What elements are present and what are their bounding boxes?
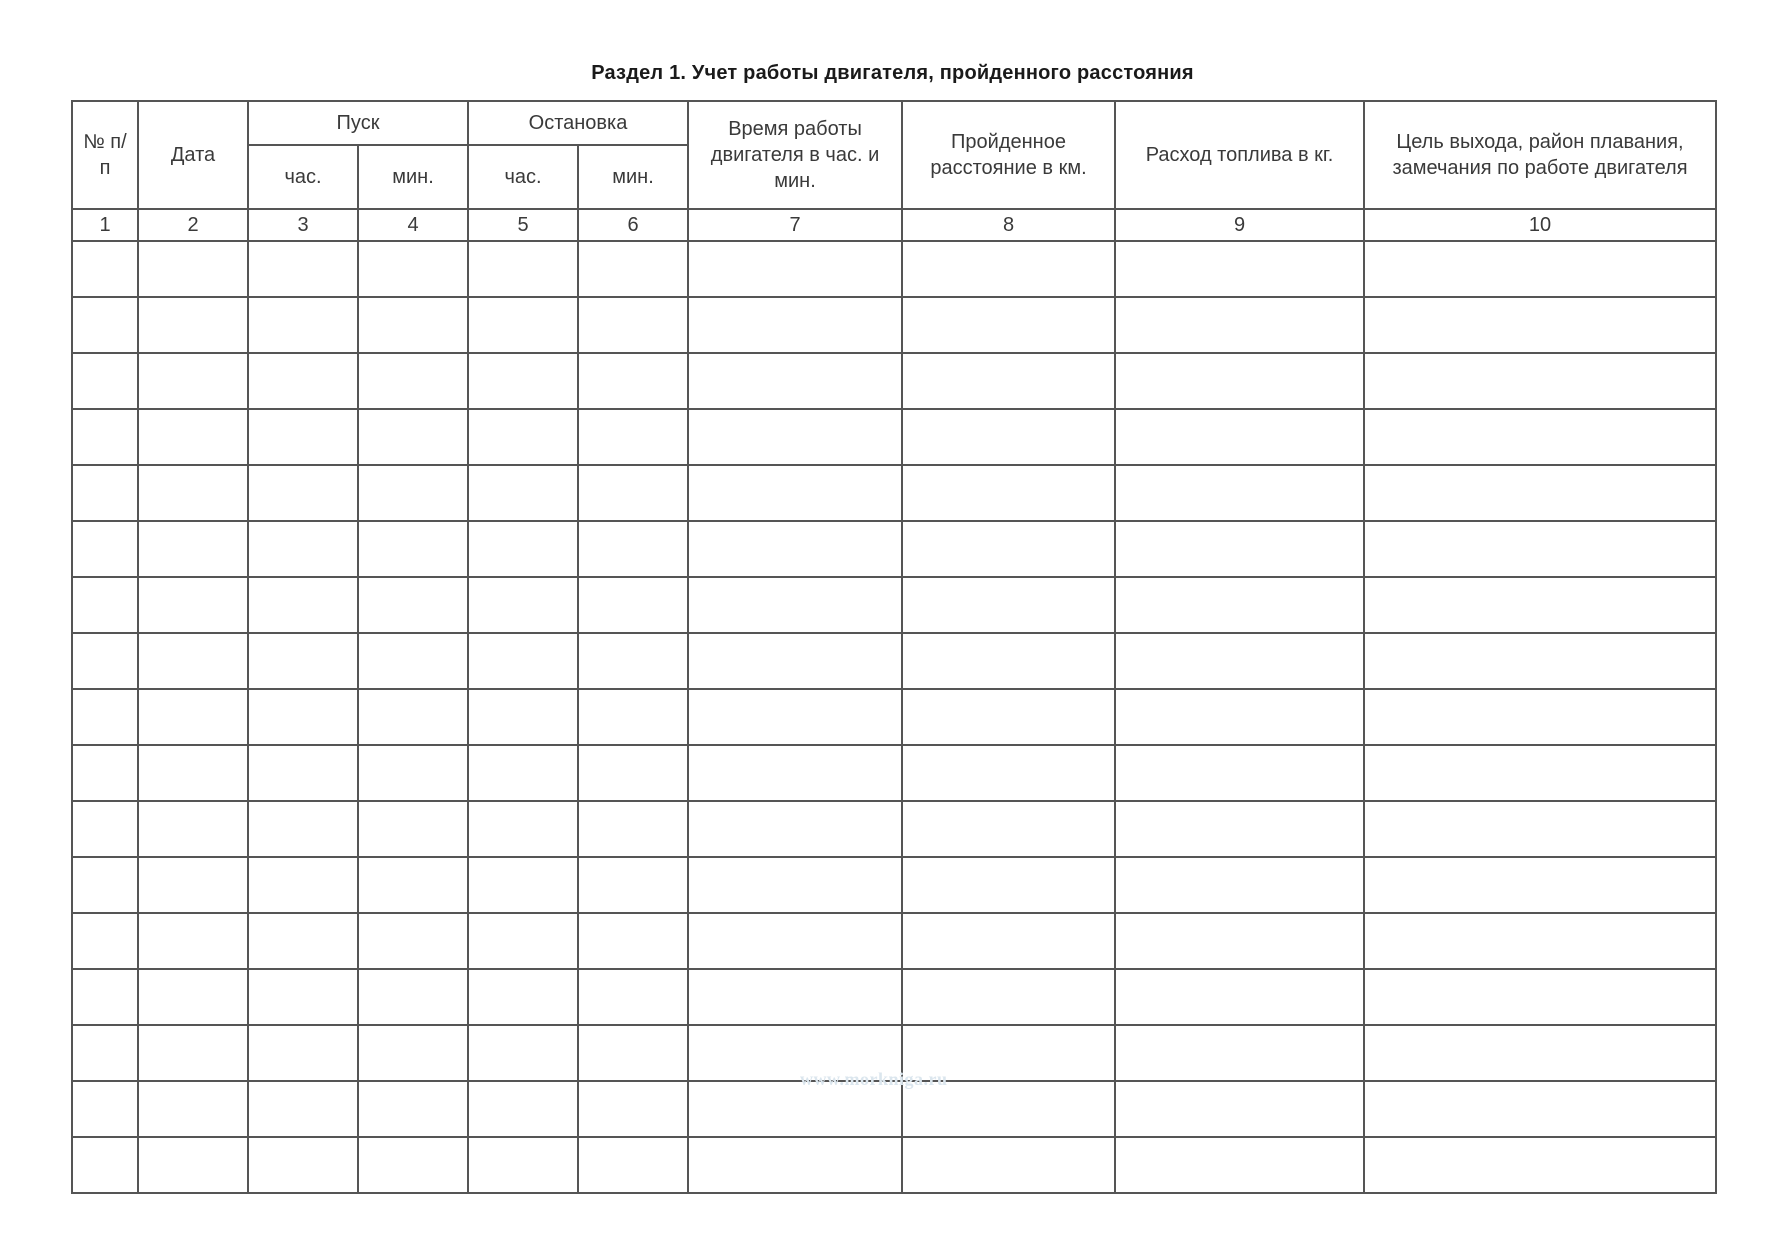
- table-cell[interactable]: [72, 745, 138, 801]
- table-cell[interactable]: [688, 1137, 902, 1193]
- table-cell[interactable]: [248, 297, 358, 353]
- table-cell[interactable]: [468, 353, 578, 409]
- table-cell[interactable]: [1115, 689, 1364, 745]
- header-stop-minutes: мин.: [578, 145, 688, 209]
- table-cell[interactable]: [72, 1137, 138, 1193]
- table-cell[interactable]: [578, 969, 688, 1025]
- table-cell[interactable]: [578, 689, 688, 745]
- column-number: 5: [468, 209, 578, 241]
- table-cell[interactable]: [138, 1081, 248, 1137]
- column-number: 8: [902, 209, 1115, 241]
- table-cell[interactable]: [358, 689, 468, 745]
- table-cell[interactable]: [358, 521, 468, 577]
- table-cell[interactable]: [248, 913, 358, 969]
- table-cell[interactable]: [1115, 409, 1364, 465]
- table-cell[interactable]: [468, 969, 578, 1025]
- table-cell[interactable]: [1364, 521, 1716, 577]
- table-cell[interactable]: [1115, 353, 1364, 409]
- table-cell[interactable]: [578, 353, 688, 409]
- table-cell[interactable]: [468, 689, 578, 745]
- table-cell[interactable]: [902, 801, 1115, 857]
- table-row: [72, 913, 1716, 969]
- table-cell[interactable]: [358, 241, 468, 297]
- engine-log-table: [71, 100, 1717, 1194]
- header-distance: Пройденное расстояние в км.: [902, 101, 1115, 209]
- table-cell[interactable]: [468, 409, 578, 465]
- table-cell[interactable]: [1364, 969, 1716, 1025]
- table-cell[interactable]: [72, 1081, 138, 1137]
- table-row: [72, 689, 1716, 745]
- table-cell[interactable]: [688, 297, 902, 353]
- table-cell[interactable]: [138, 1025, 248, 1081]
- table-cell[interactable]: [248, 1137, 358, 1193]
- table-cell[interactable]: [1115, 633, 1364, 689]
- table-cell[interactable]: [902, 913, 1115, 969]
- table-cell[interactable]: [72, 913, 138, 969]
- table-cell[interactable]: [688, 857, 902, 913]
- column-number: 10: [1364, 209, 1716, 241]
- table-cell[interactable]: [902, 297, 1115, 353]
- table-cell[interactable]: [358, 297, 468, 353]
- table-cell[interactable]: [248, 409, 358, 465]
- table-cell[interactable]: [138, 857, 248, 913]
- table-cell[interactable]: [1364, 577, 1716, 633]
- table-row: [72, 857, 1716, 913]
- table-cell[interactable]: [358, 969, 468, 1025]
- table-cell[interactable]: [468, 745, 578, 801]
- table-cell[interactable]: [1364, 689, 1716, 745]
- table-cell[interactable]: [138, 409, 248, 465]
- table-cell[interactable]: [578, 1081, 688, 1137]
- watermark: www.morkniga.ru: [800, 1069, 948, 1089]
- table-cell[interactable]: [358, 465, 468, 521]
- table-cell[interactable]: [72, 1025, 138, 1081]
- table-cell[interactable]: [138, 465, 248, 521]
- table-cell[interactable]: [138, 577, 248, 633]
- table-cell[interactable]: [578, 409, 688, 465]
- table-cell[interactable]: [1364, 633, 1716, 689]
- table-cell[interactable]: [688, 465, 902, 521]
- table-cell[interactable]: [1115, 745, 1364, 801]
- header-no: № п/п: [72, 101, 138, 209]
- table-cell[interactable]: [72, 857, 138, 913]
- table-cell[interactable]: [248, 1081, 358, 1137]
- table-cell[interactable]: [688, 409, 902, 465]
- header-stop-hours: час.: [468, 145, 578, 209]
- table-cell[interactable]: [1115, 1025, 1364, 1081]
- table-cell[interactable]: [1115, 1137, 1364, 1193]
- table-cell[interactable]: [358, 857, 468, 913]
- table-cell[interactable]: [358, 1025, 468, 1081]
- table-cell[interactable]: [688, 521, 902, 577]
- table-row: [72, 521, 1716, 577]
- table-cell[interactable]: [358, 577, 468, 633]
- column-number-row: [72, 209, 1716, 241]
- table-cell[interactable]: [1115, 969, 1364, 1025]
- table-cell[interactable]: [688, 577, 902, 633]
- column-number: 2: [138, 209, 248, 241]
- table-cell[interactable]: [248, 1025, 358, 1081]
- table-cell[interactable]: [138, 745, 248, 801]
- table-cell[interactable]: [1115, 1081, 1364, 1137]
- table-cell[interactable]: [1364, 241, 1716, 297]
- header-purpose: Цель выхода, район плавания, замечания по работе двигателя: [1364, 101, 1716, 209]
- table-cell[interactable]: [248, 801, 358, 857]
- table-cell[interactable]: [1364, 745, 1716, 801]
- table-cell[interactable]: [902, 689, 1115, 745]
- table-cell[interactable]: [248, 521, 358, 577]
- table-cell[interactable]: [902, 521, 1115, 577]
- table-cell[interactable]: [138, 969, 248, 1025]
- header-runtime: Время работы двигателя в час. и мин.: [688, 101, 902, 209]
- table-row: [72, 465, 1716, 521]
- table-cell[interactable]: [902, 633, 1115, 689]
- table-cell[interactable]: [1115, 521, 1364, 577]
- table-row: [72, 577, 1716, 633]
- table-cell[interactable]: [902, 969, 1115, 1025]
- table-cell[interactable]: [468, 241, 578, 297]
- table-row: [72, 801, 1716, 857]
- table-cell[interactable]: [72, 465, 138, 521]
- table-cell[interactable]: [138, 1137, 248, 1193]
- table-cell[interactable]: [468, 521, 578, 577]
- table-cell[interactable]: [1115, 801, 1364, 857]
- table-cell[interactable]: [578, 745, 688, 801]
- column-number: 6: [578, 209, 688, 241]
- table-cell[interactable]: [72, 689, 138, 745]
- table-cell[interactable]: [468, 913, 578, 969]
- table-cell[interactable]: [72, 577, 138, 633]
- table-cell[interactable]: [358, 633, 468, 689]
- table-cell[interactable]: [248, 465, 358, 521]
- table-cell[interactable]: [72, 633, 138, 689]
- header-date: Дата: [138, 101, 248, 209]
- table-cell[interactable]: [1364, 353, 1716, 409]
- table-cell[interactable]: [1364, 913, 1716, 969]
- table-cell[interactable]: [902, 409, 1115, 465]
- table-cell[interactable]: [358, 745, 468, 801]
- table-cell[interactable]: [1115, 465, 1364, 521]
- table-cell[interactable]: [72, 969, 138, 1025]
- table-cell[interactable]: [688, 353, 902, 409]
- table-cell[interactable]: [248, 353, 358, 409]
- table-cell[interactable]: [902, 241, 1115, 297]
- table-cell[interactable]: [902, 857, 1115, 913]
- table-cell[interactable]: [1364, 1081, 1716, 1137]
- table-cell[interactable]: [1364, 1025, 1716, 1081]
- column-number: 4: [358, 209, 468, 241]
- table-cell[interactable]: [72, 241, 138, 297]
- table-cell[interactable]: [578, 801, 688, 857]
- table-cell[interactable]: [468, 857, 578, 913]
- table-row: [72, 745, 1716, 801]
- table-cell[interactable]: [578, 465, 688, 521]
- table-cell[interactable]: [248, 689, 358, 745]
- table-cell[interactable]: [578, 633, 688, 689]
- table-cell[interactable]: [688, 745, 902, 801]
- table-cell[interactable]: [72, 521, 138, 577]
- table-cell[interactable]: [902, 465, 1115, 521]
- table-cell[interactable]: [688, 801, 902, 857]
- table-cell[interactable]: [1364, 857, 1716, 913]
- header-start-minutes: мин.: [358, 145, 468, 209]
- table-cell[interactable]: [468, 1081, 578, 1137]
- header-stop: Остановка: [468, 101, 688, 145]
- table-cell[interactable]: [138, 633, 248, 689]
- column-number: 9: [1115, 209, 1364, 241]
- table-cell[interactable]: [578, 913, 688, 969]
- table-cell[interactable]: [72, 801, 138, 857]
- table-cell[interactable]: [358, 353, 468, 409]
- table-cell[interactable]: [138, 801, 248, 857]
- table-cell[interactable]: [468, 297, 578, 353]
- table-cell[interactable]: [248, 577, 358, 633]
- table-cell[interactable]: [72, 297, 138, 353]
- table-row: [72, 633, 1716, 689]
- table-cell[interactable]: [1115, 241, 1364, 297]
- table-cell[interactable]: [248, 857, 358, 913]
- table-row: [72, 1137, 1716, 1193]
- table-cell[interactable]: [138, 241, 248, 297]
- table-cell[interactable]: [578, 297, 688, 353]
- header-fuel: Расход топлива в кг.: [1115, 101, 1364, 209]
- table-cell[interactable]: [578, 1025, 688, 1081]
- table-cell[interactable]: [1115, 297, 1364, 353]
- table-cell[interactable]: [138, 689, 248, 745]
- table-cell[interactable]: [248, 241, 358, 297]
- table-cell[interactable]: [1115, 577, 1364, 633]
- table-cell[interactable]: [578, 241, 688, 297]
- table-cell[interactable]: [1364, 409, 1716, 465]
- table-cell[interactable]: [72, 409, 138, 465]
- table-cell[interactable]: [578, 1137, 688, 1193]
- table-cell[interactable]: [138, 521, 248, 577]
- column-number: 3: [248, 209, 358, 241]
- table-cell[interactable]: [688, 633, 902, 689]
- table-cell[interactable]: [248, 969, 358, 1025]
- table-cell[interactable]: [578, 857, 688, 913]
- table-cell[interactable]: [1115, 913, 1364, 969]
- table-row: [72, 297, 1716, 353]
- table-cell[interactable]: [358, 409, 468, 465]
- table-cell[interactable]: [468, 577, 578, 633]
- column-number: 7: [688, 209, 902, 241]
- table-cell[interactable]: [358, 913, 468, 969]
- table-row: [72, 241, 1716, 297]
- table-cell[interactable]: [688, 913, 902, 969]
- table-cell[interactable]: [902, 745, 1115, 801]
- table-cell[interactable]: [1115, 857, 1364, 913]
- table-cell[interactable]: [688, 241, 902, 297]
- table-cell[interactable]: [1364, 801, 1716, 857]
- table-cell[interactable]: [468, 801, 578, 857]
- table-cell[interactable]: [1364, 465, 1716, 521]
- page-title: Раздел 1. Учет работы двигателя, пройденного расстояния: [591, 62, 1194, 84]
- table-cell[interactable]: [468, 1025, 578, 1081]
- header-start-hours: час.: [248, 145, 358, 209]
- table-cell[interactable]: [358, 1081, 468, 1137]
- table-cell[interactable]: [248, 745, 358, 801]
- table-row: [72, 353, 1716, 409]
- table-row: [72, 409, 1716, 465]
- table-cell[interactable]: [578, 521, 688, 577]
- table-cell[interactable]: [578, 577, 688, 633]
- column-number: 1: [72, 209, 138, 241]
- table-cell[interactable]: [248, 633, 358, 689]
- table-cell[interactable]: [138, 353, 248, 409]
- table-cell[interactable]: [902, 353, 1115, 409]
- table-cell[interactable]: [688, 969, 902, 1025]
- table-cell[interactable]: [138, 913, 248, 969]
- table-row: [72, 969, 1716, 1025]
- table-cell[interactable]: [688, 689, 902, 745]
- table-cell[interactable]: [468, 633, 578, 689]
- table-cell[interactable]: [358, 801, 468, 857]
- table-cell[interactable]: [902, 577, 1115, 633]
- table-cell[interactable]: [468, 1137, 578, 1193]
- table-cell[interactable]: [468, 465, 578, 521]
- table-cell[interactable]: [72, 353, 138, 409]
- table-cell[interactable]: [1364, 297, 1716, 353]
- table-cell[interactable]: [902, 1137, 1115, 1193]
- table-cell[interactable]: [1364, 1137, 1716, 1193]
- table-cell[interactable]: [138, 297, 248, 353]
- table-cell[interactable]: [358, 1137, 468, 1193]
- header-start: Пуск: [248, 101, 468, 145]
